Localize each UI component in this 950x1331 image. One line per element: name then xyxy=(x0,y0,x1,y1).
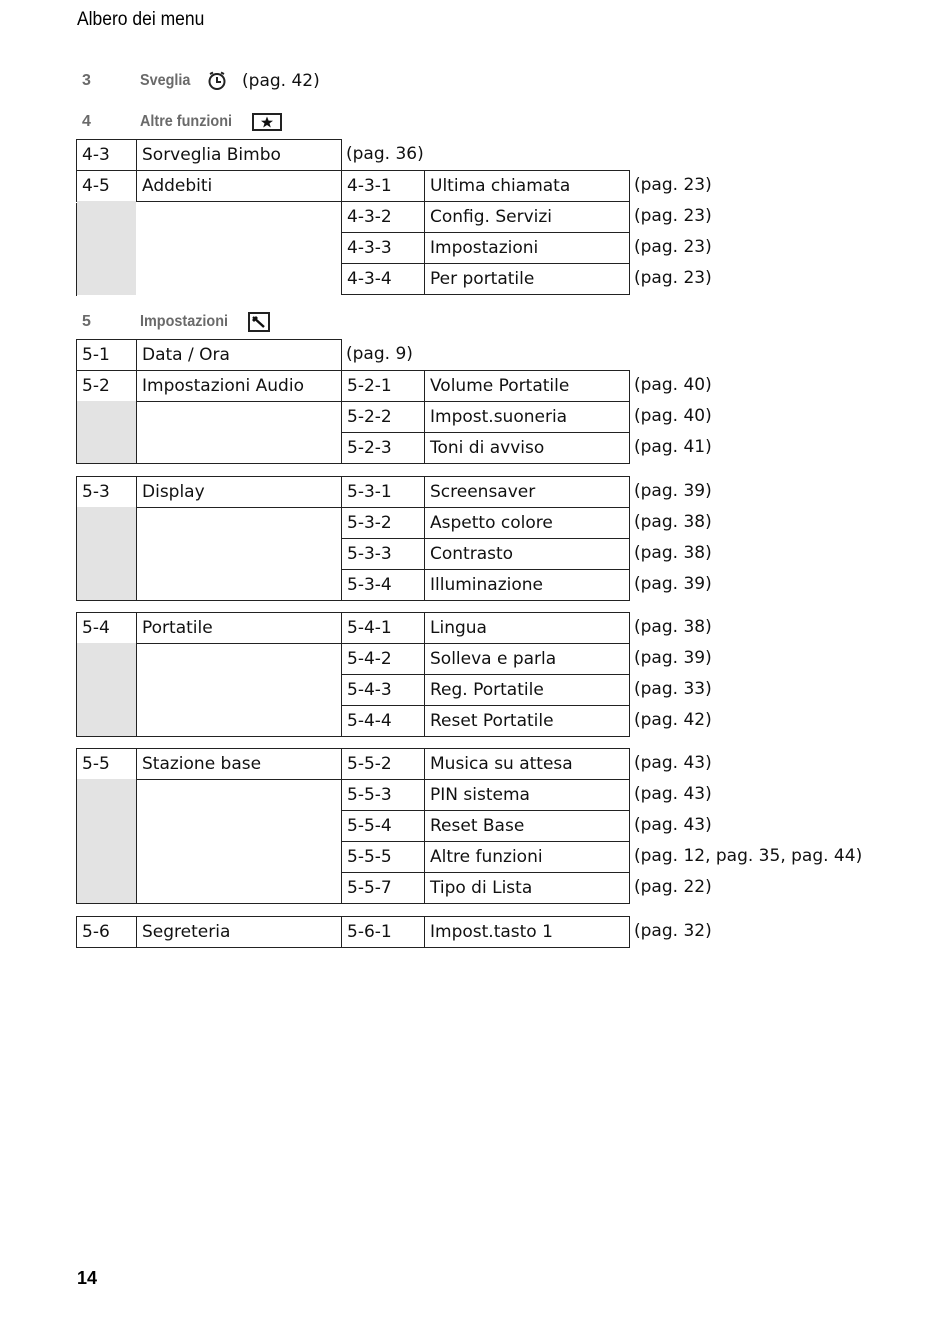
submenu-label: Reset Portatile xyxy=(424,705,630,737)
alarm-clock-icon xyxy=(206,71,228,91)
submenu-label: Lingua xyxy=(424,612,630,644)
menu-label: Portatile xyxy=(136,612,342,644)
menu-code: 5-6 xyxy=(76,916,137,948)
submenu-code: 5-6-1 xyxy=(341,916,425,948)
table-border xyxy=(76,779,77,904)
submenu-code: 5-3-3 xyxy=(341,538,425,570)
wrench-icon xyxy=(248,312,270,332)
submenu-code: 5-2-2 xyxy=(341,401,425,433)
section-number: 4 xyxy=(82,113,91,130)
menu-code: 5-1 xyxy=(76,339,137,371)
submenu-label: Config. Servizi xyxy=(424,201,630,233)
submenu-label: Impostazioni xyxy=(424,232,630,264)
page-ref: (pag. 33) xyxy=(634,679,712,699)
filler-cell xyxy=(77,401,136,433)
submenu-code: 4-3-3 xyxy=(341,232,425,264)
page-ref: (pag. 40) xyxy=(634,375,712,395)
submenu-label: Toni di avviso xyxy=(424,432,630,464)
submenu-code: 5-3-4 xyxy=(341,569,425,601)
submenu-code: 4-3-2 xyxy=(341,201,425,233)
filler-cell xyxy=(77,705,136,737)
submenu-label: Contrasto xyxy=(424,538,630,570)
submenu-code: 5-4-1 xyxy=(341,612,425,644)
table-border xyxy=(76,736,342,737)
menu-label: Stazione base xyxy=(136,748,342,780)
filler-cell xyxy=(77,538,136,570)
menu-label: Segreteria xyxy=(136,916,342,948)
page-ref: (pag. 12, pag. 35, pag. 44) xyxy=(634,846,863,866)
filler-cell xyxy=(77,569,136,601)
page-ref: (pag. 23) xyxy=(634,268,712,288)
page-ref: (pag. 36) xyxy=(346,144,424,164)
submenu-code: 5-5-2 xyxy=(341,748,425,780)
page-ref: (pag. 40) xyxy=(634,406,712,426)
submenu-code: 5-5-3 xyxy=(341,779,425,811)
filler-cell xyxy=(77,263,136,295)
submenu-label: Per portatile xyxy=(424,263,630,295)
menu-code: 5-4 xyxy=(76,612,137,644)
page-number: 14 xyxy=(77,1268,98,1288)
page-ref: (pag. 22) xyxy=(634,877,712,897)
table-border xyxy=(76,203,77,296)
page-ref: (pag. 41) xyxy=(634,437,712,457)
filler-cell xyxy=(77,432,136,464)
page-ref: (pag. 39) xyxy=(634,481,712,501)
submenu-code: 5-3-2 xyxy=(341,507,425,539)
filler-cell xyxy=(77,232,136,264)
page-ref: (pag. 42) xyxy=(242,71,320,91)
section-number: 5 xyxy=(82,313,91,330)
filler-cell xyxy=(77,507,136,539)
star-key-icon xyxy=(252,113,282,131)
submenu-label: Volume Portatile xyxy=(424,370,630,402)
table-border xyxy=(76,903,342,904)
submenu-code: 4-3-1 xyxy=(341,170,425,202)
section-name: Altre funzioni xyxy=(140,113,232,130)
page-ref: (pag. 43) xyxy=(634,784,712,804)
page-ref: (pag. 39) xyxy=(634,648,712,668)
submenu-label: Altre funzioni xyxy=(424,841,630,873)
submenu-code: 5-4-2 xyxy=(341,643,425,675)
page-ref: (pag. 23) xyxy=(634,206,712,226)
submenu-label: Screensaver xyxy=(424,476,630,508)
page-ref: (pag. 23) xyxy=(634,237,712,257)
menu-label: Data / Ora xyxy=(136,339,342,371)
section-sveglia xyxy=(82,69,320,93)
section-altre-funzioni xyxy=(82,110,282,134)
table-border xyxy=(76,600,342,601)
submenu-label: Ultima chiamata xyxy=(424,170,630,202)
page-ref: (pag. 38) xyxy=(634,512,712,532)
menu-code: 5-5 xyxy=(76,748,137,780)
submenu-label: Solleva e parla xyxy=(424,643,630,675)
section-name: Impostazioni xyxy=(140,313,229,330)
table-border xyxy=(76,507,77,601)
submenu-code: 5-5-5 xyxy=(341,841,425,873)
table-border xyxy=(76,643,77,737)
submenu-code: 5-5-4 xyxy=(341,810,425,842)
page-ref: (pag. 39) xyxy=(634,574,712,594)
section-impostazioni xyxy=(82,310,270,334)
submenu-label: Reset Base xyxy=(424,810,630,842)
submenu-label: Reg. Portatile xyxy=(424,674,630,706)
filler-cell xyxy=(77,779,136,811)
filler-cell xyxy=(77,201,136,233)
submenu-label: Impost.tasto 1 xyxy=(424,916,630,948)
filler-cell xyxy=(77,810,136,842)
page-ref: (pag. 38) xyxy=(634,617,712,637)
table-border xyxy=(76,463,342,464)
table-border xyxy=(76,401,77,464)
submenu-label: Tipo di Lista xyxy=(424,872,630,904)
submenu-code: 5-2-3 xyxy=(341,432,425,464)
submenu-label: Illuminazione xyxy=(424,569,630,601)
submenu-code: 5-3-1 xyxy=(341,476,425,508)
submenu-label: Aspetto colore xyxy=(424,507,630,539)
page-ref: (pag. 32) xyxy=(634,921,712,941)
page-ref: (pag. 23) xyxy=(634,175,712,195)
section-number: 3 xyxy=(82,72,91,89)
filler-cell xyxy=(77,643,136,675)
filler-cell xyxy=(77,841,136,873)
filler-cell xyxy=(77,872,136,904)
submenu-code: 4-3-4 xyxy=(341,263,425,295)
table-border xyxy=(136,779,137,904)
submenu-label: Impost.suoneria xyxy=(424,401,630,433)
submenu-code: 5-2-1 xyxy=(341,370,425,402)
submenu-code: 5-4-4 xyxy=(341,705,425,737)
submenu-code: 5-4-3 xyxy=(341,674,425,706)
page-ref: (pag. 43) xyxy=(634,815,712,835)
submenu-code: 5-5-7 xyxy=(341,872,425,904)
page-ref: (pag. 42) xyxy=(634,710,712,730)
page-title: Albero dei menu xyxy=(77,9,205,30)
menu-label: Sorveglia Bimbo xyxy=(136,139,342,171)
table-border xyxy=(136,507,137,601)
page-ref: (pag. 9) xyxy=(346,344,413,364)
menu-code: 5-3 xyxy=(76,476,137,508)
table-border xyxy=(136,643,137,737)
submenu-label: Musica su attesa xyxy=(424,748,630,780)
menu-code: 5-2 xyxy=(76,370,137,402)
page-ref: (pag. 38) xyxy=(634,543,712,563)
menu-code: 4-5 xyxy=(76,170,137,202)
filler-cell xyxy=(77,674,136,706)
menu-label: Impostazioni Audio xyxy=(136,370,342,402)
menu-label: Display xyxy=(136,476,342,508)
section-name: Sveglia xyxy=(140,72,191,89)
menu-code: 4-3 xyxy=(76,139,137,171)
table-border xyxy=(136,401,137,464)
page-ref: (pag. 43) xyxy=(634,753,712,773)
submenu-label: PIN sistema xyxy=(424,779,630,811)
menu-label: Addebiti xyxy=(136,170,342,202)
